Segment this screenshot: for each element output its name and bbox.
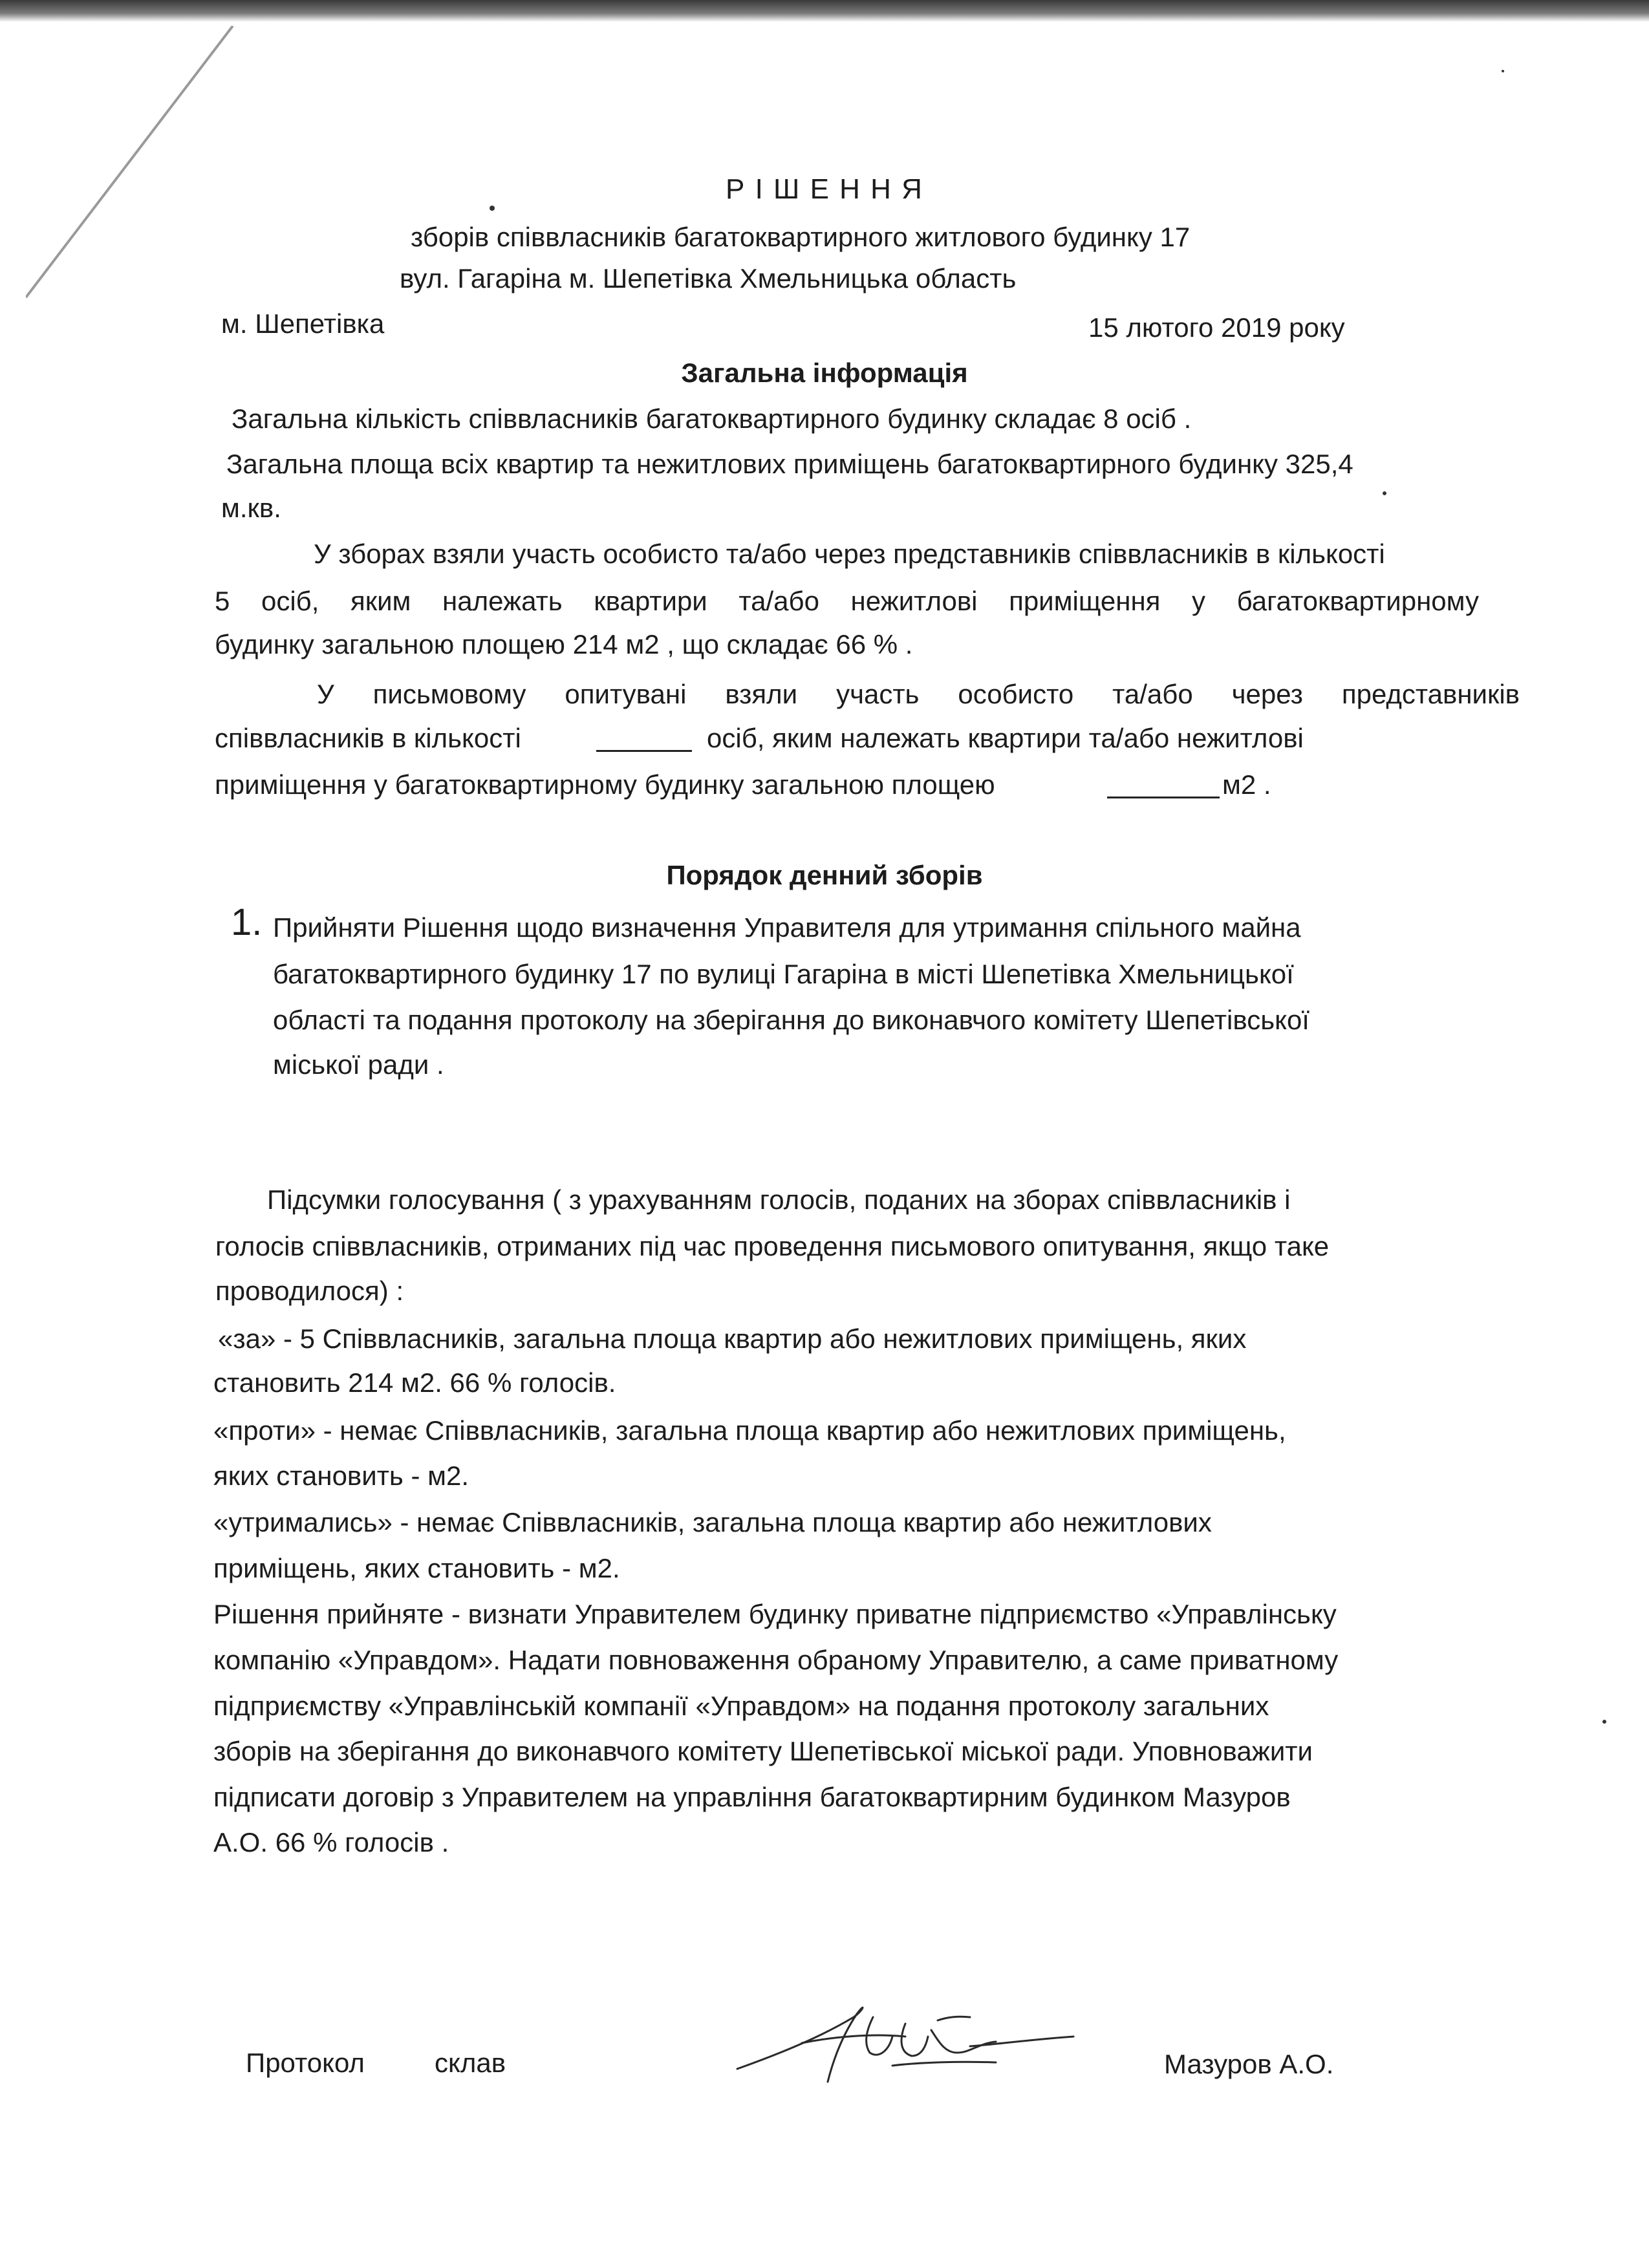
decision-line-3: підприємству «Управлінській компанії «Управдом» на подання протоколу загальних bbox=[213, 1691, 1269, 1721]
document-subtitle-1: зборів співвласників багатоквартирного житлового будинку 17 bbox=[411, 222, 1191, 252]
written-survey-line-3-end: м2 . bbox=[1222, 769, 1271, 800]
voting-results-line-2: голосів співвласників, отриманих під час проведення письмового опитування, якщо таке bbox=[215, 1231, 1330, 1261]
document-date: 15 лютого 2019 року bbox=[1088, 312, 1345, 343]
voting-results-line-1: Підсумки голосування ( з урахуванням голосів, поданих на зборах співвласників і bbox=[267, 1184, 1291, 1215]
decision-line-1: Рішення прийняте - визнати Управителем будинку приватне підприємство «Управлінську bbox=[213, 1599, 1337, 1629]
document-subtitle-2: вул. Гагаріна м. Шепетівка Хмельницька область bbox=[400, 263, 1017, 294]
vote-against-line-1: «проти» - немає Співвласників, загальна площа квартир або нежитлових приміщень, bbox=[213, 1415, 1286, 1446]
agenda-item-line-4: міської ради . bbox=[273, 1049, 444, 1080]
scan-speck bbox=[1383, 491, 1386, 495]
handwritten-signature bbox=[724, 1991, 1086, 2088]
survey-area-blank bbox=[1107, 775, 1220, 798]
vote-abstained-line-1: «утримались» - немає Співвласників, загальна площа квартир або нежитлових bbox=[213, 1507, 1212, 1537]
agenda-item-line-2: багатоквартирного будинку 17 по вулиці Гагаріна в місті Шепетівка Хмельницької bbox=[273, 959, 1294, 989]
written-survey-line-2-start: співвласників в кількості bbox=[215, 723, 521, 753]
vote-abstained-line-2: приміщень, яких становить - м2. bbox=[213, 1553, 620, 1583]
participation-line-3: будинку загальною площею 214 м2 , що складає 66 % . bbox=[215, 629, 913, 659]
general-info-heading: Загальна інформація bbox=[681, 358, 968, 388]
voting-results-line-3: проводилося) : bbox=[215, 1276, 404, 1306]
general-info-area: Загальна площа всіх квартир та нежитлових приміщень багатоквартирного будинку 325,4 bbox=[226, 449, 1353, 479]
agenda-item-line-1: Прийняти Рішення щодо визначення Управителя для утримання спільного майна bbox=[273, 912, 1301, 943]
decision-line-2: компанію «Управдом». Надати повноваження обраному Управителю, а саме приватному bbox=[213, 1645, 1339, 1675]
written-survey-line-1: У письмовому опитувані взяли участь особисто та/або через представників bbox=[317, 679, 1520, 709]
vote-for-line-1: «за» - 5 Співвласників, загальна площа квартир або нежитлових приміщень, яких bbox=[218, 1323, 1247, 1354]
scan-fold-line bbox=[26, 26, 239, 304]
decision-line-6: А.О. 66 % голосів . bbox=[213, 1827, 449, 1857]
document-title: Р І Ш Е Н Н Я bbox=[726, 173, 923, 205]
agenda-heading: Порядок денний зборів bbox=[666, 860, 983, 890]
vote-for-line-2: становить 214 м2. 66 % голосів. bbox=[213, 1367, 616, 1398]
scan-speck bbox=[490, 206, 495, 211]
footer-signer-name: Мазуров А.О. bbox=[1164, 2049, 1334, 2079]
scan-speck bbox=[1502, 70, 1504, 72]
agenda-item-number: 1. bbox=[231, 901, 263, 943]
scan-top-edge bbox=[0, 0, 1649, 22]
general-info-owners: Загальна кількість співвласників багатоквартирного будинку складає 8 осіб . bbox=[232, 403, 1192, 434]
footer-protocol-label: Протокол bbox=[246, 2048, 365, 2078]
scan-speck bbox=[1602, 1720, 1606, 1724]
written-survey-line-3-start: приміщення у багатоквартирному будинку загальною площею bbox=[215, 769, 995, 800]
survey-count-blank bbox=[596, 728, 692, 752]
footer-composed-label: склав bbox=[435, 2048, 506, 2078]
decision-line-5: підписати договір з Управителем на управління багатоквартирним будинком Мазуров bbox=[213, 1782, 1291, 1812]
agenda-item-line-3: області та подання протоколу на зберігання до виконавчого комітету Шепетівської bbox=[273, 1005, 1310, 1035]
vote-against-line-2: яких становить - м2. bbox=[213, 1460, 469, 1491]
written-survey-line-2-end: осіб, яким належать квартири та/або нежитлові bbox=[707, 723, 1304, 753]
participation-line-1: У зборах взяли участь особисто та/або через представників співвласників в кількості bbox=[314, 539, 1385, 569]
document-place: м. Шепетівка bbox=[221, 308, 385, 339]
participation-line-2: 5 осіб, яким належать квартири та/або нежитлові приміщення у багатоквартирному bbox=[215, 586, 1479, 616]
decision-line-4: зборів на зберігання до виконавчого комітету Шепетівської міської ради. Уповноважити bbox=[213, 1736, 1313, 1766]
general-info-area-unit: м.кв. bbox=[221, 493, 281, 523]
